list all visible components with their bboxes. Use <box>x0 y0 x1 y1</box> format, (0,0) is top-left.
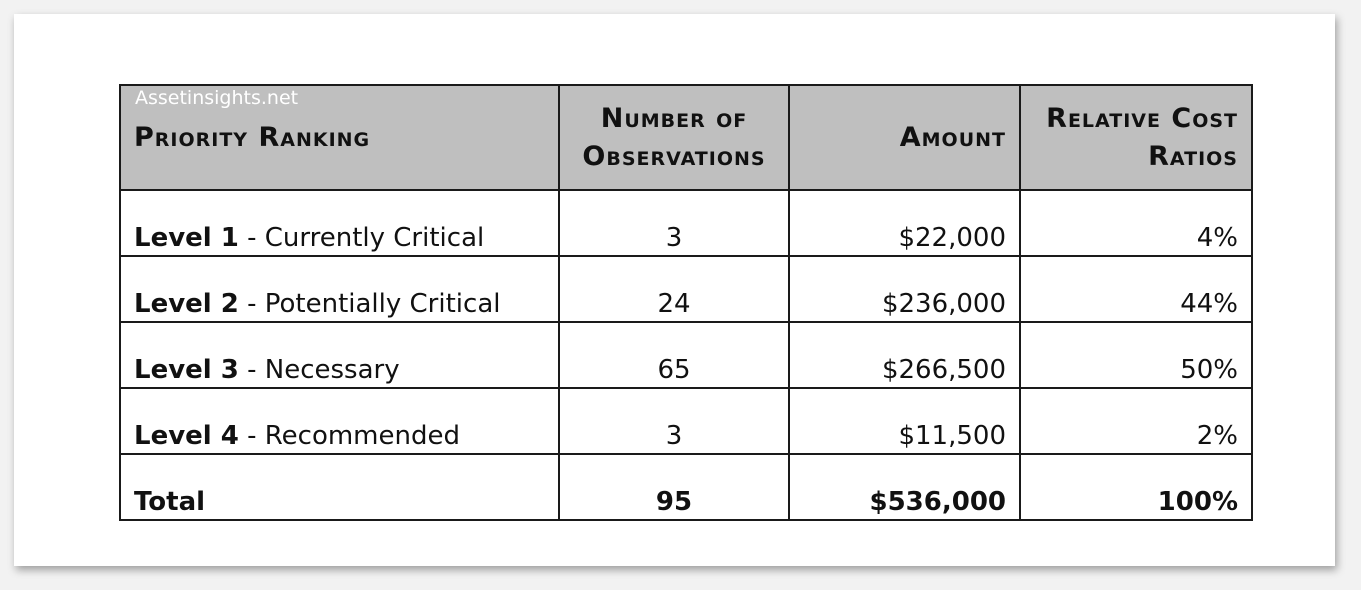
amount-cell: $266,500 <box>789 322 1020 388</box>
header-priority-label: Priority Ranking <box>134 121 371 153</box>
level-description: - Necessary <box>238 355 400 385</box>
total-amount: $536,000 <box>789 454 1020 520</box>
ratio-cell: 50% <box>1020 322 1252 388</box>
observations-cell: 3 <box>559 190 789 256</box>
level-label: Level 1 <box>134 223 239 253</box>
priority-cell <box>120 256 559 322</box>
header-amount <box>789 85 1020 190</box>
observations-cell: 65 <box>559 322 789 388</box>
header-observations-line2: Observations <box>582 140 766 172</box>
header-ratio-line1: Relative Cost <box>1046 102 1238 134</box>
priority-cost-table <box>119 84 1253 521</box>
level-description: - Currently Critical <box>238 223 485 253</box>
priority-cell <box>120 388 559 454</box>
amount-cell: $22,000 <box>789 190 1020 256</box>
amount-cell: $236,000 <box>789 256 1020 322</box>
observations-cell: 24 <box>559 256 789 322</box>
document-card <box>14 14 1335 566</box>
header-ratio-line2: Ratios <box>1148 140 1238 172</box>
amount-cell: $11,500 <box>789 388 1020 454</box>
header-number-of-observations <box>559 85 789 190</box>
total-row <box>120 454 1252 520</box>
level-label: Level 2 <box>134 289 239 319</box>
level-label: Level 3 <box>134 355 239 385</box>
observations-cell: 3 <box>559 388 789 454</box>
total-label: Total <box>120 454 559 520</box>
table-header-row <box>120 85 1252 190</box>
priority-cell <box>120 322 559 388</box>
table-row <box>120 388 1252 454</box>
header-relative-cost-ratios <box>1020 85 1252 190</box>
level-description: - Potentially Critical <box>238 289 501 319</box>
ratio-cell: 4% <box>1020 190 1252 256</box>
header-amount-label: Amount <box>899 121 1006 153</box>
ratio-cell: 2% <box>1020 388 1252 454</box>
total-observations: 95 <box>559 454 789 520</box>
table-row <box>120 190 1252 256</box>
header-priority-ranking <box>120 85 559 190</box>
priority-cell <box>120 190 559 256</box>
watermark: Assetinsights.net <box>135 87 299 109</box>
total-ratio: 100% <box>1020 454 1252 520</box>
level-description: - Recommended <box>238 421 460 451</box>
level-label: Level 4 <box>134 421 239 451</box>
table-row <box>120 322 1252 388</box>
ratio-cell: 44% <box>1020 256 1252 322</box>
table-row <box>120 256 1252 322</box>
header-observations-line1: Number of <box>600 102 748 134</box>
